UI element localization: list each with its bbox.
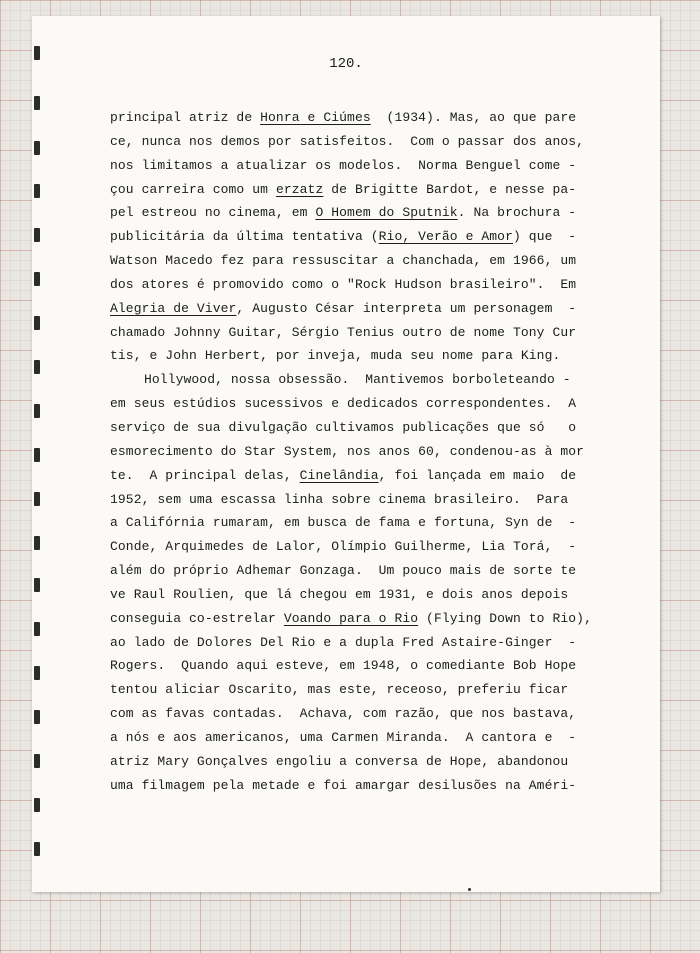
text-run: serviço de sua divulgação cultivamos publicações que só o [110, 419, 577, 435]
text-run: , Augusto César interpreta um personagem - [236, 300, 577, 316]
ink-speck [468, 888, 471, 891]
text-line [110, 106, 630, 130]
binder-hole [34, 578, 40, 592]
binder-hole [34, 96, 40, 110]
text-line [110, 631, 630, 655]
binder-hole [34, 141, 40, 155]
binder-hole [34, 622, 40, 636]
text-line [110, 535, 630, 559]
text-line [110, 774, 630, 798]
text-run: Rogers. Quando aqui esteve, em 1948, o comediante Bob Hope [110, 658, 577, 674]
binder-hole [34, 228, 40, 242]
text-run: tentou aliciar Oscarito, mas este, receoso, preferiu ficar [110, 682, 569, 698]
text-line [110, 440, 630, 464]
binder-hole [34, 448, 40, 462]
text-run: esmorecimento do Star System, nos anos 60, condenou-as à mor [110, 443, 585, 459]
underlined-title: Rio, Verão e Amor [378, 229, 513, 245]
text-line [110, 130, 630, 154]
text-run: , foi lançada em maio de [378, 467, 577, 483]
text-line [110, 392, 630, 416]
text-run: conseguia co-estrelar [110, 610, 284, 626]
binder-hole [34, 360, 40, 374]
text-run: além do próprio Adhemar Gonzaga. Um pouco mais de sorte te [110, 563, 577, 579]
binder-hole [34, 536, 40, 550]
text-line [110, 654, 630, 678]
text-run: a Califórnia rumaram, em busca de fama e fortuna, Syn de - [110, 515, 577, 531]
text-line [110, 702, 630, 726]
text-line [110, 559, 630, 583]
text-line [110, 511, 630, 535]
text-line [110, 154, 630, 178]
text-line [110, 368, 630, 392]
underlined-title: erzatz [275, 181, 324, 197]
text-run: çou carreira como um [110, 181, 276, 197]
text-line [110, 201, 630, 225]
text-run: Watson Macedo fez para ressuscitar a chanchada, em 1966, um [110, 253, 577, 269]
text-run: de Brigitte Bardot, e nesse pa- [323, 181, 577, 197]
typed-page [32, 16, 660, 892]
text-run: a nós e aos americanos, uma Carmen Miranda. A cantora e - [110, 729, 577, 745]
text-run: 1952, sem uma escassa linha sobre cinema brasileiro. Para [110, 491, 569, 507]
text-run: Conde, Arquimedes de Lalor, Olímpio Guilherme, Lia Torá, - [110, 539, 577, 555]
text-line [110, 583, 630, 607]
text-run: em seus estúdios sucessivos e dedicados correspondentes. A [110, 396, 577, 412]
text-line [110, 321, 630, 345]
binder-hole [34, 184, 40, 198]
text-line [110, 607, 630, 631]
binder-hole [34, 272, 40, 286]
text-run: tis, e John Herbert, por inveja, muda seu nome para King. [110, 348, 561, 364]
underlined-title: Voando para o Rio [283, 610, 419, 626]
text-line [110, 225, 630, 249]
text-run: te. A principal delas, [110, 467, 300, 483]
text-run: com as favas contadas. Achava, com razão, que nos bastava, [110, 706, 577, 722]
text-line [110, 464, 630, 488]
text-line [110, 249, 630, 273]
text-run: atriz Mary Gonçalves engoliu a conversa de Hope, abandonou [110, 753, 569, 769]
text-line [110, 488, 630, 512]
text-run: (1934). Mas, ao que pare [370, 110, 577, 125]
text-line [110, 416, 630, 440]
binder-hole [34, 404, 40, 418]
body-text [110, 106, 630, 797]
text-line [110, 344, 630, 368]
binder-holes [32, 16, 44, 892]
text-run: chamado Johnny Guitar, Sérgio Tenius outro de nome Tony Cur [110, 324, 577, 340]
text-line [110, 297, 630, 321]
text-run: (Flying Down to Rio), [418, 610, 592, 626]
text-line [110, 273, 630, 297]
text-run: nos limitamos a atualizar os modelos. Norma Benguel come - [110, 157, 577, 173]
binder-hole [34, 754, 40, 768]
text-line [110, 726, 630, 750]
text-run: pel estreou no cinema, em [110, 205, 316, 221]
text-line [110, 178, 630, 202]
text-line [110, 750, 630, 774]
underlined-title: Cinelândia [299, 467, 379, 483]
text-run: ve Raul Roulien, que lá chegou em 1931, e dois anos depois [110, 586, 569, 602]
text-run: ce, nunca nos demos por satisfeitos. Com o passar dos anos, [110, 133, 585, 149]
text-run: ) que - [512, 229, 577, 245]
text-run: principal atriz de [110, 110, 261, 125]
text-run: Hollywood, nossa obsessão. Mantivemos borboleteando - [144, 372, 571, 388]
binder-hole [34, 842, 40, 856]
text-run: . Na brochura - [457, 205, 577, 221]
binder-hole [34, 798, 40, 812]
binder-hole [34, 666, 40, 680]
binder-hole [34, 710, 40, 724]
page-number: 120. [329, 56, 363, 72]
text-run: publicitária da última tentativa ( [110, 229, 379, 245]
text-line [110, 678, 630, 702]
underlined-title: O Homem do Sputnik [315, 205, 458, 221]
text-run: dos atores é promovido como o "Rock Hudson brasileiro". Em [110, 276, 577, 292]
underlined-title: Honra e Ciúmes [260, 110, 371, 125]
underlined-title: Alegria de Viver [110, 300, 237, 316]
text-run: ao lado de Dolores Del Rio e a dupla Fred Astaire-Ginger - [110, 634, 577, 650]
binder-hole [34, 316, 40, 330]
text-run: uma filmagem pela metade e foi amargar desilusões na Améri- [110, 777, 577, 793]
binder-hole [34, 492, 40, 506]
